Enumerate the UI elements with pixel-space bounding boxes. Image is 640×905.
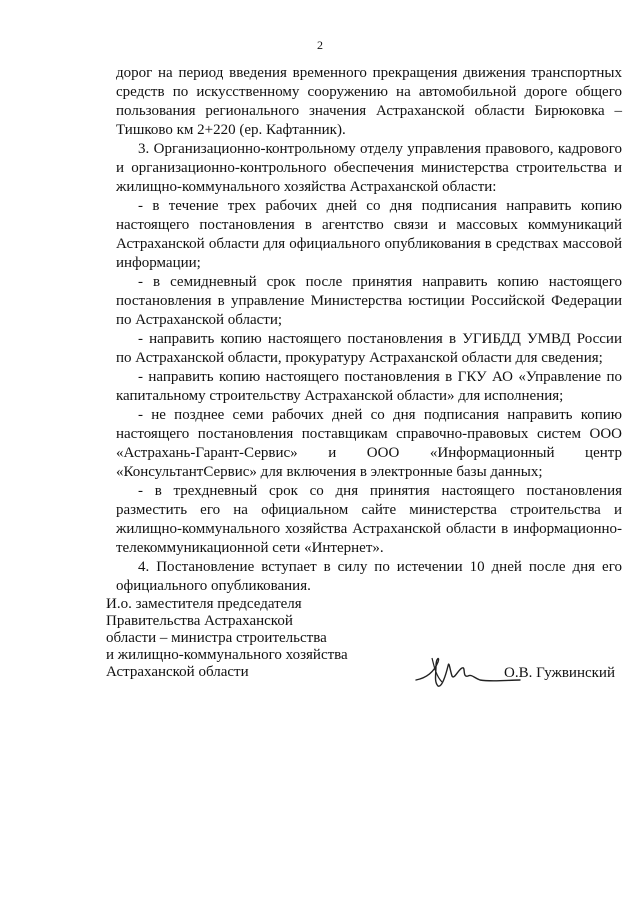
- signatory-title: [106, 596, 348, 681]
- paragraph: - в течение трех рабочих дней со дня подписания направить копию настоящего постановления в агентство связи и массовых коммуникаций Астраханской области для официального опубликования в средствах массовой информации;: [116, 198, 622, 271]
- signatory-title-line: Правительства Астраханской: [106, 613, 293, 629]
- paragraph: 4. Постановление вступает в силу по истечении 10 дней после дня его официального опубликования.: [116, 559, 622, 594]
- paragraph: 3. Организационно-контрольному отделу управления правового, кадрового и организационно-контрольного обеспечения министерства строительства и жилищно-коммунального хозяйства Астраханской области:: [116, 141, 622, 195]
- paragraph: дорог на период введения временного прекращения движения транспортных средств по искусственному сооружению на автомобильной дороге общего пользования регионального значения Астраханской области Бирюковка – Тишково км 2+220 (ер. Кафтанник).: [116, 65, 622, 138]
- paragraph: - не позднее семи рабочих дней со дня подписания направить копию настоящего постановления поставщикам справочно-правовых систем ООО «Астрахань-Гарант-Сервис» и ООО «Информационный центр «КонсультантСервис» для включения в электронные базы данных;: [116, 407, 622, 480]
- paragraph: - в трехдневный срок со дня принятия настоящего постановления разместить его на официальном сайте министерства строительства и жилищно-коммунального хозяйства Астраханской области в информационно-телекоммуникационной сети «Интернет».: [116, 483, 622, 556]
- paragraph: - направить копию настоящего постановления в ГКУ АО «Управление по капитальному строительству Астраханской области» для исполнения;: [116, 369, 622, 404]
- signatory-title-line: Астраханской области: [106, 664, 249, 680]
- signatory-title-line: области – министра строительства: [106, 630, 327, 646]
- paragraph: - направить копию настоящего постановления в УГИБДД УМВД России по Астраханской области, прокуратуру Астраханской области для сведения;: [116, 331, 622, 366]
- signatory-title-line: И.о. заместителя председателя: [106, 596, 302, 612]
- document-body: [116, 64, 622, 596]
- page-number: 2: [317, 38, 323, 52]
- paragraph: - в семидневный срок после принятия направить копию настоящего постановления в управление Министерства юстиции Российской Федерации по Астраханской области;: [116, 274, 622, 328]
- signatory-title-line: и жилищно-коммунального хозяйства: [106, 647, 348, 663]
- signer-name: О.В. Гужвинский: [504, 665, 615, 681]
